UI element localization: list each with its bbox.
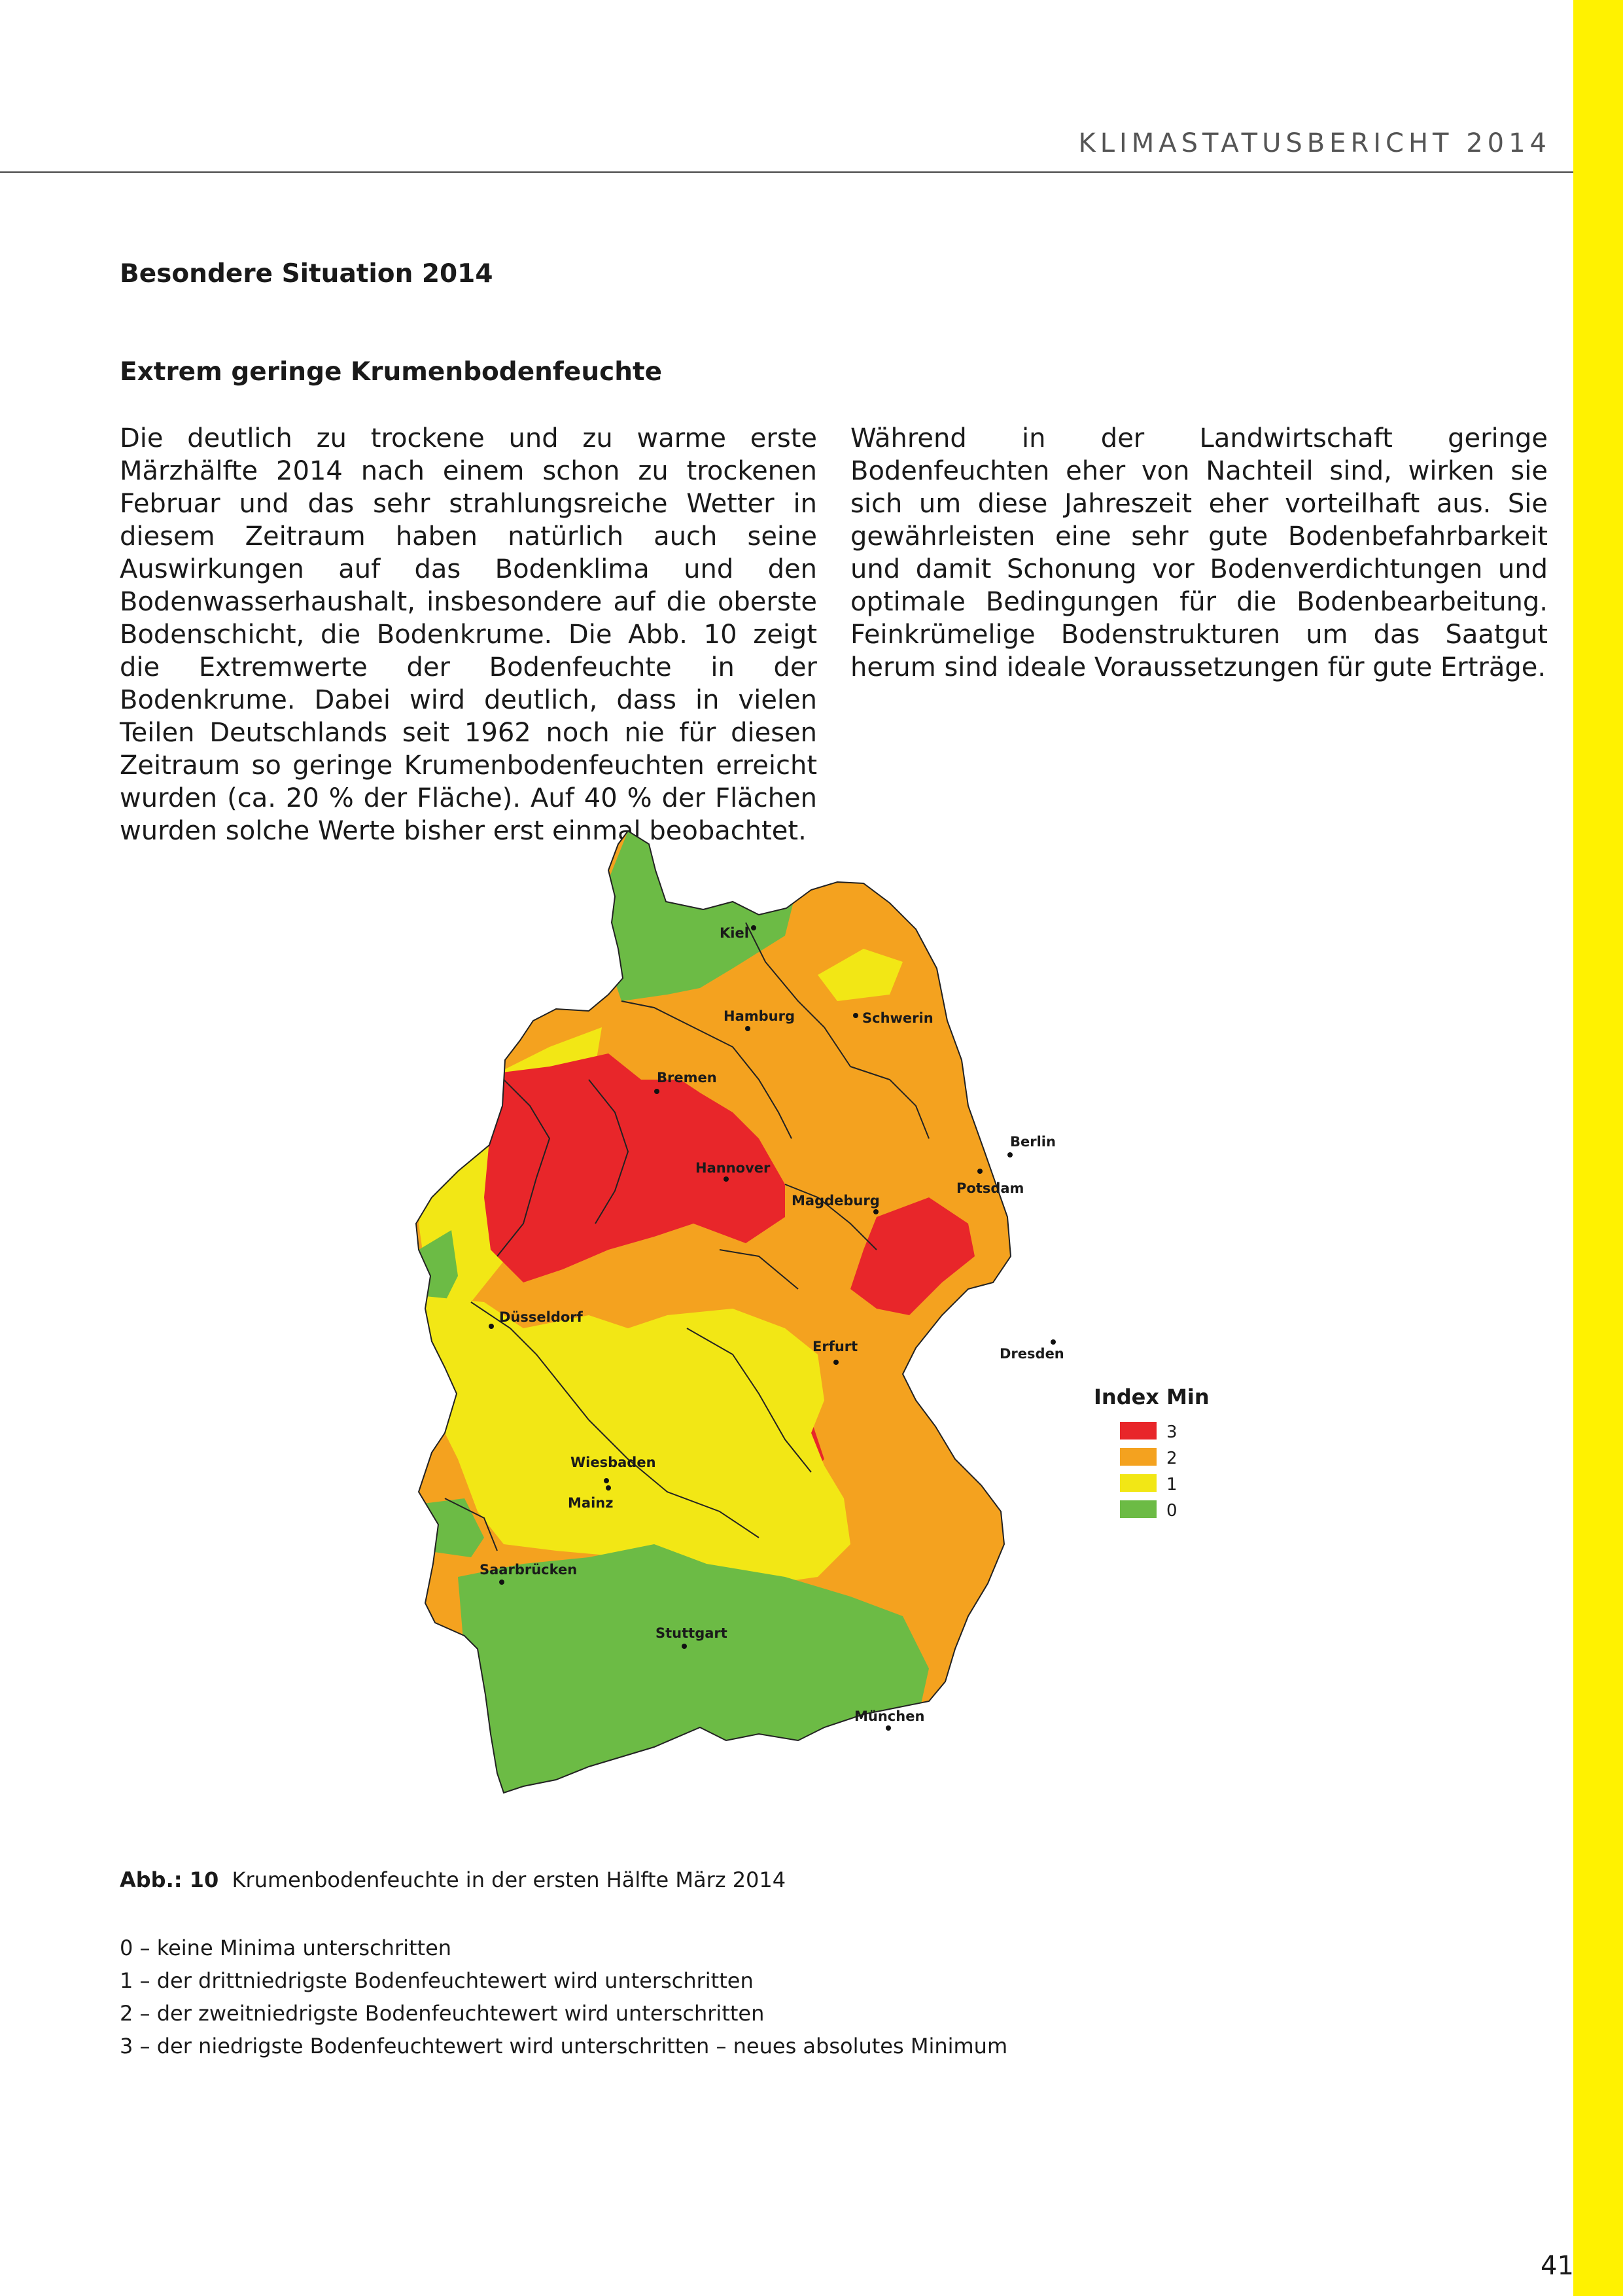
city-dot-berlin [1007, 1152, 1013, 1157]
city-label-mainz: Mainz [568, 1495, 614, 1511]
germany-map-svg [393, 831, 1308, 1858]
city-label-potsdam: Potsdam [956, 1180, 1024, 1196]
city-label-magdeburg: Magdeburg [792, 1193, 880, 1209]
header-rule [0, 171, 1573, 173]
city-dot-dresden [1051, 1339, 1056, 1345]
legend-swatch-3 [1120, 1422, 1157, 1439]
section-subtitle: Extrem geringe Krumenbodenfeuchte [120, 357, 663, 387]
figure-caption-text: Krumenbodenfeuchte in der ersten Hälfte März 2014 [232, 1867, 786, 1892]
city-dot-schwerin [853, 1013, 858, 1018]
city-dot-duesseldorf [489, 1324, 494, 1329]
legend-label-1: 1 [1166, 1475, 1178, 1494]
city-label-schwerin: Schwerin [862, 1010, 934, 1026]
legend-label-0: 0 [1166, 1501, 1178, 1521]
body-column-right: Während in der Landwirtschaft geringe Bodenfeuchten eher von Nachteil sind, wirken sie sich um diese Jahreszeit eher vorteilhaft aus. Sie gewährleisten eine sehr gute Bodenbefahrbarkeit und damit Schonung vor Bodenverdichtungen und optimale Bedingungen für die Bodenbearbeitung. Feinkrümelige Bodenstrukturen um das Saatgut herum sind ideale Voraussetzungen für gute Erträge. [850, 423, 1548, 682]
city-label-stuttgart: Stuttgart [655, 1625, 727, 1641]
index-definitions [120, 1932, 1007, 2062]
definition-item: 2 – der zweitniedrigste Bodenfeuchtewert wird unterschritten [120, 2001, 765, 2026]
figure-caption [120, 1867, 786, 1892]
legend-swatch-1 [1120, 1474, 1157, 1492]
city-label-erfurt: Erfurt [812, 1339, 858, 1354]
definition-item: 1 – der drittniedrigste Bodenfeuchtewert wird unterschritten [120, 1968, 754, 1993]
city-dot-mainz [606, 1485, 611, 1491]
city-dot-hamburg [745, 1026, 750, 1031]
city-label-hannover: Hannover [695, 1160, 771, 1176]
map-legend [1094, 1385, 1210, 1521]
legend-title: Index Min [1094, 1385, 1210, 1409]
city-label-bremen: Bremen [657, 1070, 717, 1086]
city-dot-saarbruecken [499, 1580, 504, 1585]
city-label-wiesbaden: Wiesbaden [570, 1455, 656, 1470]
city-dot-magdeburg [873, 1209, 879, 1214]
city-dot-potsdam [977, 1169, 983, 1174]
city-dot-bremen [654, 1089, 659, 1094]
city-dot-wiesbaden [604, 1478, 609, 1483]
legend-label-3: 3 [1166, 1422, 1178, 1442]
city-label-duesseldorf: Düsseldorf [499, 1309, 583, 1325]
legend-label-2: 2 [1166, 1449, 1178, 1468]
city-dot-kiel [751, 925, 756, 930]
city-label-hamburg: Hamburg [724, 1008, 795, 1024]
figure-label: Abb.: 10 [120, 1867, 219, 1892]
city-label-muenchen: München [854, 1708, 925, 1724]
city-dot-muenchen [886, 1725, 891, 1731]
body-column-left: Die deutlich zu trockene und zu warme erste Märzhälfte 2014 nach einem schon zu trockenen Februar und das sehr strahlungsreiche Wetter in diesem Zeitraum haben natürlich auch seine Auswirkungen auf das Bodenklima und den Bodenwasserhaushalt, insbesondere auf die oberste Bodenschicht, die Bodenkrume. Die Abb. 10 zeigt die Extremwerte der Bodenfeuchte in der Bodenkrume. Dabei wird deutlich, dass in vielen Teilen Deutschlands seit 1962 noch nie für diesen Zeitraum so geringe Krumenbodenfeuchten erreicht wurden (ca. 20 % der Fläche). Auf 40 % der Flächen wurden solche Werte bisher erst einmal beobachtet. [120, 423, 817, 846]
city-dot-hannover [724, 1176, 729, 1182]
city-label-saarbruecken: Saarbrücken [480, 1562, 578, 1578]
definition-item: 3 – der niedrigste Bodenfeuchtewert wird unterschritten – neues absolutes Minimum [120, 2034, 1008, 2058]
running-header: KLIMASTATUSBERICHT 2014 [1078, 128, 1551, 158]
page-number: 41 [1541, 2251, 1574, 2281]
definition-item: 0 – keine Minima unterschritten [120, 1935, 452, 1960]
section-title: Besondere Situation 2014 [120, 259, 493, 289]
legend-swatch-0 [1120, 1500, 1157, 1518]
yellow-margin-bar [1573, 0, 1623, 2296]
soil-moisture-map [393, 831, 1308, 1858]
city-dot-erfurt [833, 1360, 839, 1365]
city-dot-stuttgart [682, 1644, 687, 1649]
legend-swatch-2 [1120, 1448, 1157, 1466]
city-label-berlin: Berlin [1010, 1134, 1056, 1150]
city-label-dresden: Dresden [1000, 1346, 1064, 1362]
city-label-kiel: Kiel [720, 925, 749, 941]
